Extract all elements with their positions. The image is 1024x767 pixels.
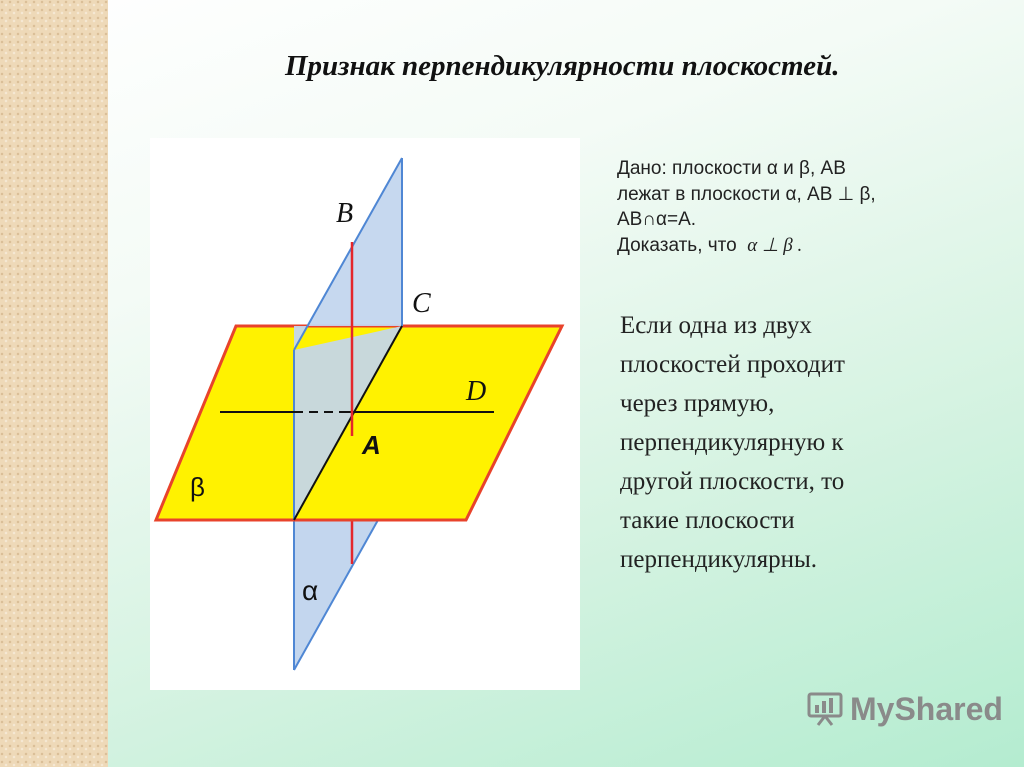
label-c: C bbox=[412, 288, 431, 319]
theorem-line: другой плоскости, то bbox=[620, 468, 845, 495]
prove-formula: α ⊥ β . bbox=[747, 234, 803, 256]
decorative-left-strip bbox=[0, 0, 108, 767]
theorem-line: перпендикулярны. bbox=[620, 546, 818, 573]
given-line-4 bbox=[617, 233, 1007, 259]
theorem-line: плоскостей проходит bbox=[620, 351, 845, 378]
watermark-text: MyShared bbox=[850, 691, 1003, 727]
prove-prefix: Доказать, что bbox=[617, 234, 737, 256]
perpendicular-planes-diagram bbox=[150, 138, 580, 690]
given-line-1: Дано: плоскости α и β, АВ bbox=[617, 158, 846, 179]
label-alpha: α bbox=[302, 575, 319, 606]
label-b: B bbox=[336, 198, 354, 229]
label-d: D bbox=[466, 376, 487, 407]
given-line-2: лежат в плоскости α, АВ ⊥ β, bbox=[617, 183, 876, 205]
presentation-board-icon bbox=[806, 691, 844, 727]
slide-title: Признак перпендикулярности плоскостей. bbox=[285, 50, 840, 82]
theorem-line: Если одна из двух bbox=[620, 312, 812, 339]
theorem-line: такие плоскости bbox=[620, 507, 795, 534]
label-beta: β bbox=[190, 472, 205, 502]
myshared-watermark bbox=[806, 687, 1003, 731]
label-a: A bbox=[362, 430, 381, 460]
theorem-line: перпендикулярную к bbox=[620, 429, 844, 456]
theorem-text bbox=[620, 306, 1000, 579]
theorem-line: через прямую, bbox=[620, 390, 775, 417]
given-statement bbox=[617, 156, 1007, 258]
given-line-3: АВ∩α=А. bbox=[617, 209, 697, 230]
